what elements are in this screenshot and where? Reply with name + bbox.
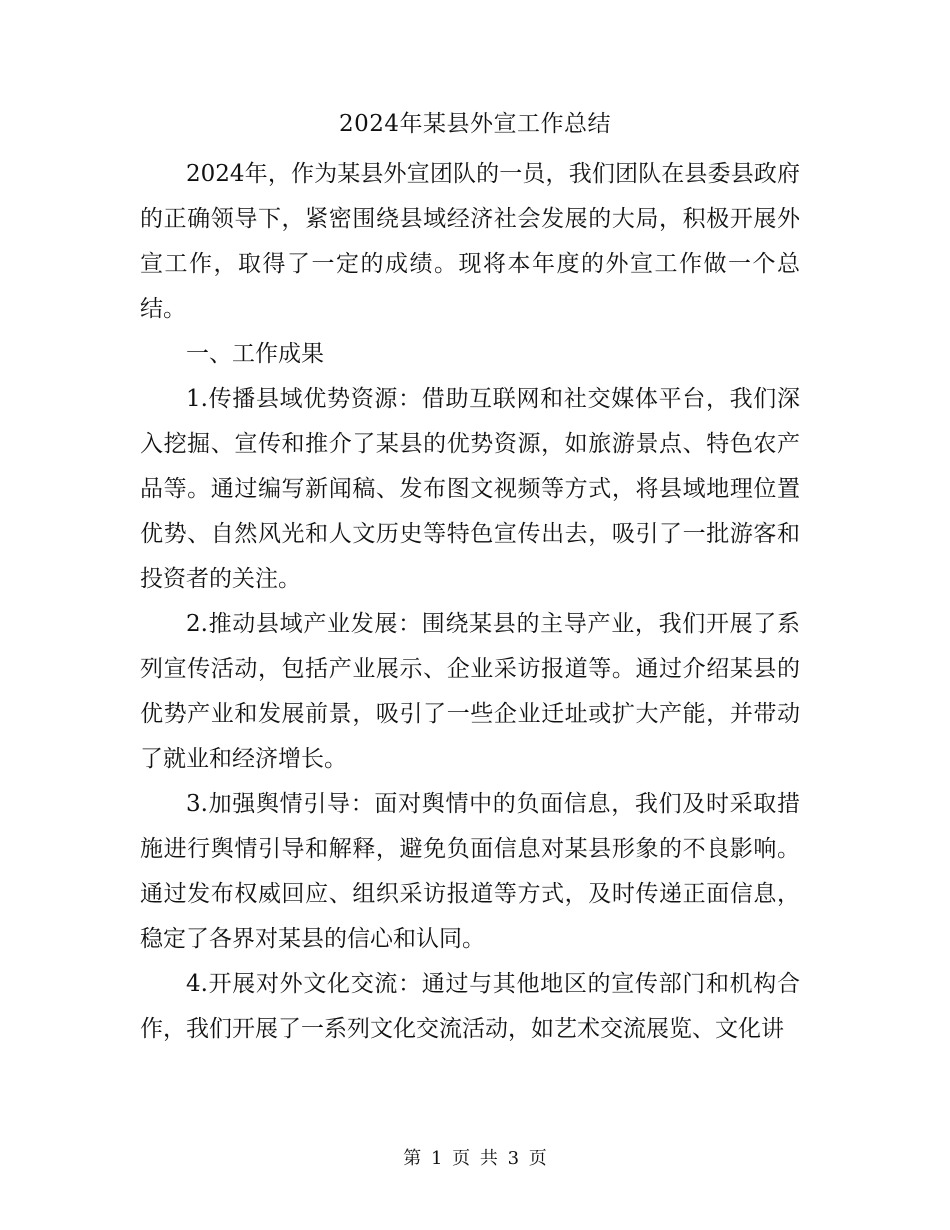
document-title: 2024年某县外宣工作总结	[338, 111, 612, 137]
intro-paragraph: 2024年，作为某县外宣团队的一员，我们团队在县委县政府的正确领导下，紧密围绕县域经济社会发展的大局，积极开展外宣工作，取得了一定的成绩。现将本年度的外宣工作做一个总结。	[140, 161, 800, 322]
page-number-footer: 第 1 页 共 3 页	[403, 1148, 547, 1169]
result-item-2: 2.推动县域产业发展：围绕某县的主导产业，我们开展了系列宣传活动，包括产业展示、企业采访报道等。通过介绍某县的优势产业和发展前景，吸引了一些企业迁址或扩大产能，并带动了就业和经济增长。	[140, 611, 800, 772]
result-item-3: 3.加强舆情引导：面对舆情中的负面信息，我们及时采取措施进行舆情引导和解释，避免负面信息对某县形象的不良影响。通过发布权威回应、组织采访报道等方式，及时传递正面信息，稳定了各界对某县的信心和认同。	[140, 791, 800, 952]
result-item-1: 1.传播县域优势资源：借助互联网和社交媒体平台，我们深入挖掘、宣传和推介了某县的优势资源，如旅游景点、特色农产品等。通过编写新闻稿、发布图文视频等方式，将县域地理位置优势、自然风光和人文历史等特色宣传出去，吸引了一批游客和投资者的关注。	[140, 386, 800, 592]
result-item-4: 4.开展对外文化交流：通过与其他地区的宣传部门和机构合作，我们开展了一系列文化交流活动，如艺术交流展览、文化讲	[140, 971, 800, 1042]
document-body	[140, 152, 800, 1052]
section-heading: 一、工作成果	[186, 341, 324, 367]
